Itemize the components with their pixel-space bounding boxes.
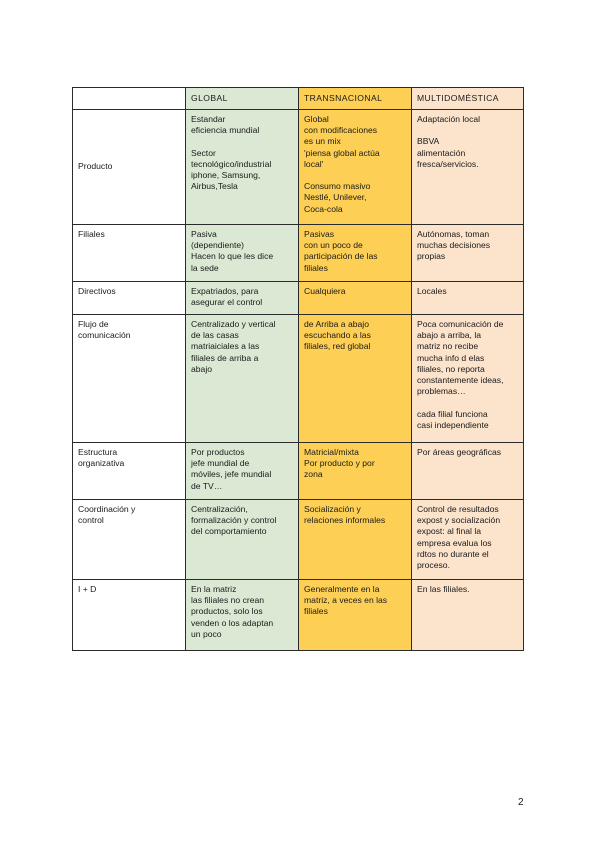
table-row-estructura [73,443,524,500]
table-header-row [73,88,524,110]
row-label-directivos: Directivos [73,282,186,315]
cell-coordinacion-multidomestica: Control de resultados expost y socialización expost: al final la empresa evalua los rdtos no durante el proceso. [412,500,524,580]
header-multidomestica: MULTIDOMÉSTICA [412,88,524,110]
cell-directivos-multidomestica: Locales [412,282,524,315]
cell-flujo-multidomestica: Poca comunicación de abajo a arriba, la matriz no recibe mucha info d elas filiales, no reporta constantemente ideas, problemas… cada filial funciona casi independiente [412,315,524,443]
row-label-producto: Producto [73,110,186,225]
row-label-flujo-comunicacion: Flujo de comunicación [73,315,186,443]
table-row-i-mas-d [73,580,524,651]
cell-imasd-transnacional: Generalmente en la matriz, a veces en las filiales [299,580,412,651]
cell-coordinacion-transnacional: Socialización y relaciones informales [299,500,412,580]
cell-estructura-multidomestica: Por áreas geográficas [412,443,524,500]
cell-directivos-global: Expatriados, para asegurar el control [186,282,299,315]
cell-filiales-global: Pasiva (dependiente) Hacen lo que les dice la sede [186,225,299,282]
cell-producto-global: Estandar eficiencia mundial Sector tecnológico/industrial iphone, Samsung, Airbus,Tesla [186,110,299,225]
table-row-flujo-comunicacion [73,315,524,443]
table-row-directivos [73,282,524,315]
cell-estructura-transnacional: Matricial/mixta Por producto y por zona [299,443,412,500]
cell-flujo-transnacional: de Arriba a abajo escuchando a las filiales, red global [299,315,412,443]
cell-producto-multidomestica: Adaptación local BBVA alimentación fresca/servicios. [412,110,524,225]
cell-imasd-global: En la matriz las filiales no crean productos, solo los venden o los adaptan un poco [186,580,299,651]
row-label-filiales: Filiales [73,225,186,282]
cell-coordinacion-global: Centralización, formalización y control del comportamiento [186,500,299,580]
cell-producto-transnacional: Global con modificaciones es un mix 'piensa global actúa local' Consumo masivo Nestlé, Unilever, Coca-cola [299,110,412,225]
page-number: 2 [518,797,524,808]
cell-flujo-global: Centralizado y vertical de las casas matriaiciales a las filiales de arriba a abajo [186,315,299,443]
table-row-filiales [73,225,524,282]
header-empty-cell [73,88,186,110]
cell-imasd-multidomestica: En las filiales. [412,580,524,651]
row-label-coordinacion: Coordinación y control [73,500,186,580]
table-row-coordinacion [73,500,524,580]
row-label-i-mas-d: I + D [73,580,186,651]
header-transnacional: TRANSNACIONAL [299,88,412,110]
cell-filiales-transnacional: Pasivas con un poco de participación de las filiales [299,225,412,282]
cell-estructura-global: Por productos jefe mundial de móviles, jefe mundial de TV… [186,443,299,500]
cell-directivos-transnacional: Cualquiera [299,282,412,315]
table-row-producto [73,110,524,225]
row-label-estructura: Estructura organizativa [73,443,186,500]
comparison-table [72,87,524,651]
cell-filiales-multidomestica: Autónomas, toman muchas decisiones propias [412,225,524,282]
header-global: GLOBAL [186,88,299,110]
